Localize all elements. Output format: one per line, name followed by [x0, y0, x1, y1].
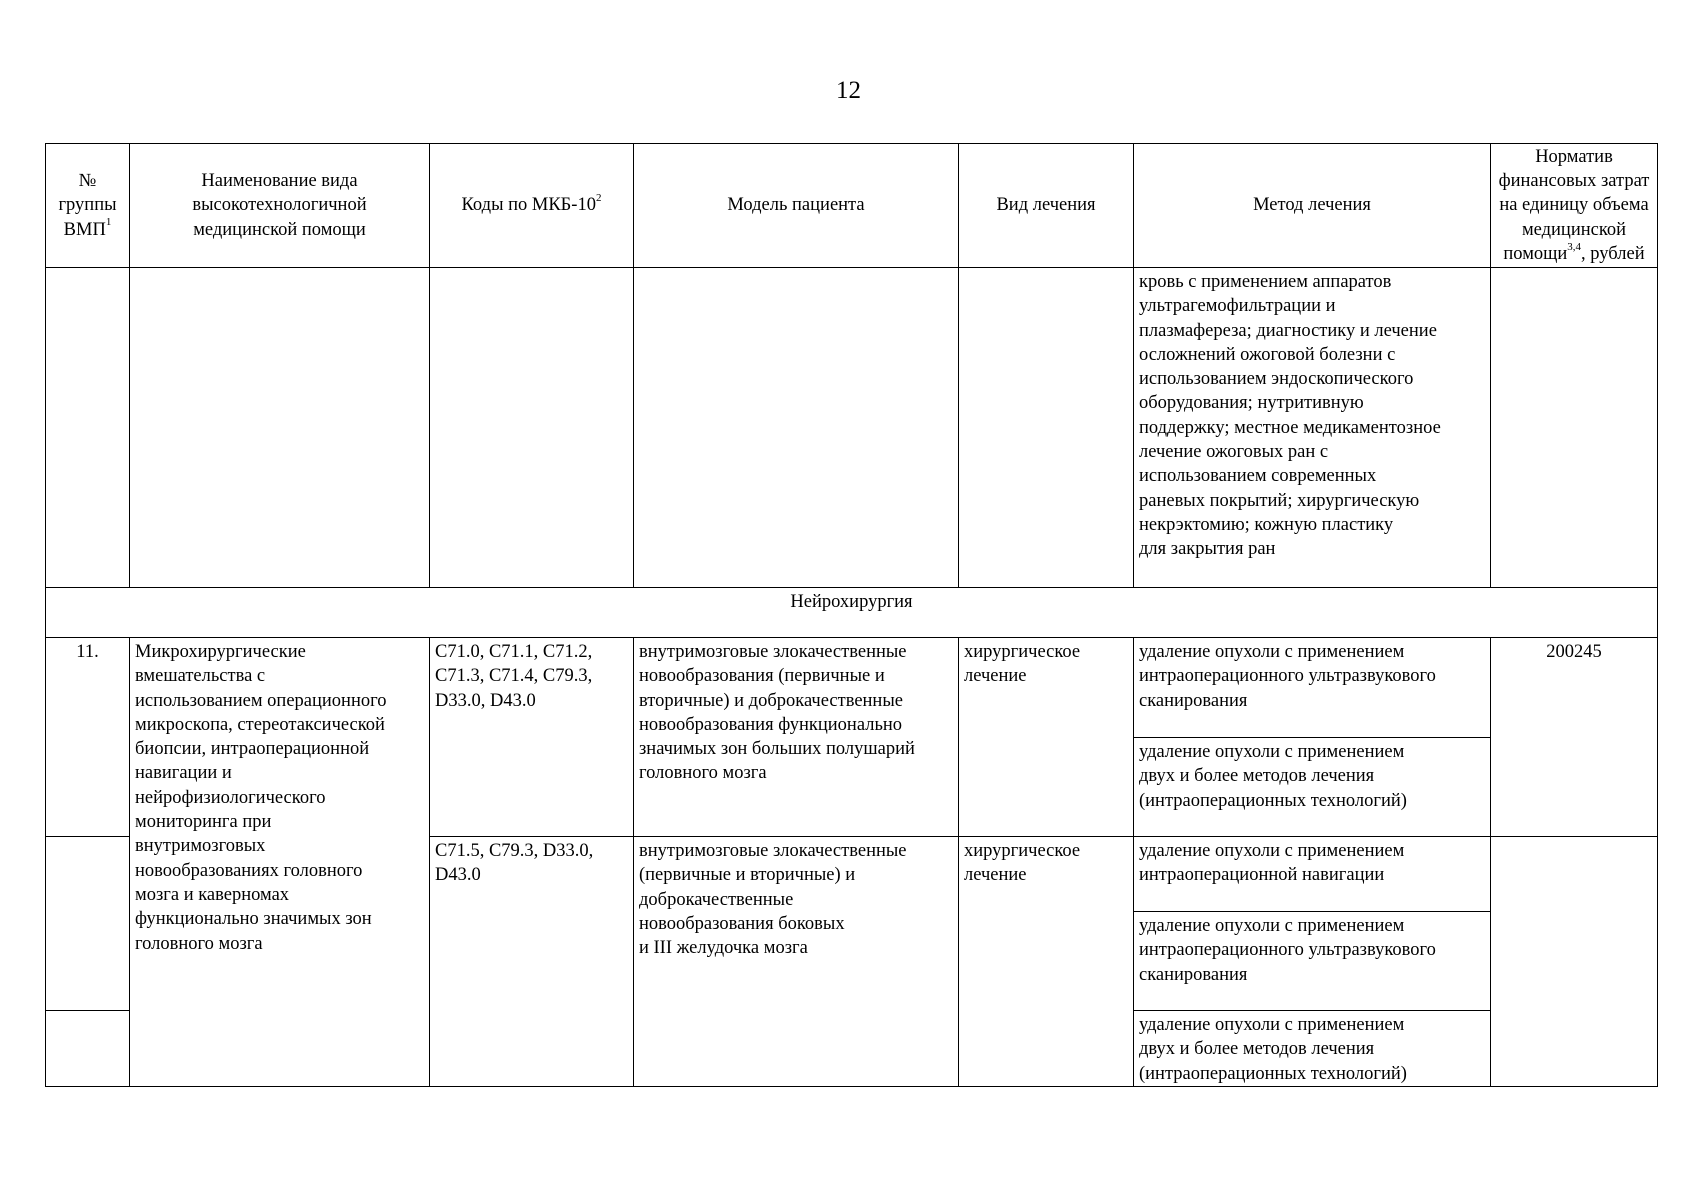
- footnote-marker: 3,4: [1567, 240, 1582, 253]
- icd-codes-line: C71.5, C79.3, D33.0,: [435, 841, 594, 861]
- treatment-type-line: лечение: [964, 865, 1027, 886]
- method-line: использованием современных: [1139, 466, 1377, 487]
- empty-cell: [46, 268, 130, 588]
- group-name-line: мониторинга при: [135, 812, 272, 833]
- icd-codes-line: D33.0, D43.0: [435, 690, 536, 711]
- group-number: 11.: [46, 638, 130, 837]
- treatment-type-cell: [959, 837, 1134, 1087]
- patient-model-line: значимых зон больших полушарий: [639, 739, 915, 760]
- group-name-line: нейрофизиологического: [135, 787, 326, 808]
- group-name-line: навигации и: [135, 763, 232, 784]
- group-name-line: использованием операционного: [135, 690, 387, 711]
- continuation-method-cell: [1134, 268, 1491, 588]
- treatment-method-cell: [1134, 912, 1491, 1011]
- header-row: [46, 144, 1658, 268]
- header-cost: [1491, 144, 1658, 268]
- header-treatment-type: Вид лечения: [959, 144, 1134, 268]
- header-name: [130, 144, 430, 268]
- patient-model-line: доброкачественные: [639, 889, 794, 910]
- patient-model-line: новообразования функционально: [639, 714, 903, 735]
- header-codes: [430, 144, 634, 268]
- patient-model-line: вторичные) и доброкачественные: [639, 690, 903, 711]
- method-line: раневых покрытий; хирургическую: [1139, 490, 1420, 511]
- patient-model-line: и III желудочка мозга: [639, 938, 808, 959]
- header-model: Модель пациента: [634, 144, 959, 268]
- method-line: осложнений ожоговой болезни с: [1139, 344, 1396, 365]
- icd-codes-line: D43.0: [435, 865, 481, 886]
- header-cost-line: , рублей: [1581, 243, 1645, 264]
- icd-codes-line: C71.3, C71.4, C79.3,: [435, 666, 593, 687]
- empty-cell: [1491, 268, 1658, 588]
- treatment-method-line: удаление опухоли с применением: [1139, 1015, 1405, 1035]
- header-cost-line: помощи: [1503, 243, 1568, 264]
- group-name-line: микроскопа, стереотаксической: [135, 714, 385, 735]
- footnote-marker: 2: [595, 192, 602, 205]
- empty-cell: [430, 268, 634, 588]
- treatment-method-line: интраоперационного ультразвукового: [1139, 666, 1436, 687]
- treatment-method-line: удаление опухоли с применением: [1139, 642, 1405, 662]
- header-cost-line: на единицу объема: [1499, 195, 1649, 216]
- table-row: [46, 638, 1658, 738]
- patient-model-line: головного мозга: [639, 763, 767, 784]
- header-group-line: ВМП: [63, 219, 106, 240]
- group-name-line: Микрохирургические: [135, 642, 306, 662]
- header-name-line: медицинской помощи: [193, 219, 366, 240]
- vmp-table: [45, 143, 1658, 1087]
- patient-model-cell: [634, 837, 959, 1087]
- header-codes-label: Коды по МКБ-10: [461, 195, 596, 216]
- treatment-method-line: двух и более методов лечения: [1139, 1039, 1375, 1060]
- cost-value: 200245: [1491, 638, 1658, 837]
- header-cost-line: медицинской: [1521, 219, 1627, 240]
- method-line: лечение ожоговых ран с: [1139, 442, 1329, 463]
- group-name-line: внутримозговых: [135, 836, 266, 857]
- method-line: некрэктомию; кожную пластику: [1139, 514, 1394, 535]
- treatment-method-line: сканирования: [1139, 964, 1248, 985]
- treatment-method-line: удаление опухоли с применением: [1139, 916, 1405, 936]
- icd-codes-line: C71.0, C71.1, C71.2,: [435, 642, 593, 662]
- treatment-method-cell: [1134, 738, 1491, 837]
- patient-model-line: внутримозговые злокачественные: [639, 642, 907, 662]
- treatment-method-line: (интраоперационных технологий): [1139, 790, 1407, 811]
- group-name-cell: [130, 638, 430, 1087]
- patient-model-line: новообразования боковых: [639, 913, 845, 934]
- treatment-method-line: интраоперационной навигации: [1139, 865, 1385, 886]
- footnote-marker: 1: [105, 216, 112, 229]
- treatment-type-line: лечение: [964, 666, 1027, 687]
- empty-cell: [46, 837, 130, 1011]
- header-method: Метод лечения: [1134, 144, 1491, 268]
- header-name-line: высокотехнологичной: [192, 195, 367, 216]
- treatment-method-line: (интраоперационных технологий): [1139, 1063, 1407, 1084]
- group-name-line: мозга и каверномах: [135, 884, 290, 905]
- treatment-type-line: хирургическое: [964, 642, 1081, 662]
- empty-cell: [1491, 837, 1658, 1087]
- patient-model-cell: [634, 638, 959, 837]
- header-cost-line: Норматив: [1535, 146, 1613, 167]
- empty-cell: [959, 268, 1134, 588]
- continuation-row: [46, 268, 1658, 588]
- header-name-line: Наименование вида: [201, 171, 358, 192]
- section-row: [46, 588, 1658, 638]
- treatment-method-line: интраоперационного ультразвукового: [1139, 940, 1436, 961]
- treatment-method-line: сканирования: [1139, 690, 1248, 711]
- method-line: кровь с применением аппаратов: [1139, 272, 1392, 292]
- patient-model-line: новообразования (первичные и: [639, 666, 885, 687]
- empty-cell: [130, 268, 430, 588]
- icd-codes-cell: [430, 638, 634, 837]
- group-name-line: вмешательства с: [135, 666, 266, 687]
- header-cost-line: финансовых затрат: [1498, 171, 1650, 192]
- section-title: Нейрохирургия: [46, 588, 1658, 638]
- header-group-line: №: [78, 171, 97, 192]
- treatment-method-line: удаление опухоли с применением: [1139, 841, 1405, 861]
- patient-model-line: (первичные и вторичные) и: [639, 865, 856, 886]
- method-line: плазмафереза; диагностику и лечение: [1139, 320, 1437, 341]
- group-name-line: новообразованиях головного: [135, 860, 363, 881]
- treatment-method-cell: [1134, 638, 1491, 738]
- group-name-line: биопсии, интраоперационной: [135, 739, 370, 760]
- group-name-line: головного мозга: [135, 933, 263, 954]
- empty-cell: [634, 268, 959, 588]
- method-line: использованием эндоскопического: [1139, 369, 1414, 390]
- method-line: ультрагемофильтрации и: [1139, 296, 1336, 317]
- treatment-method-line: удаление опухоли с применением: [1139, 742, 1405, 762]
- treatment-method-cell: [1134, 1011, 1491, 1087]
- treatment-method-line: двух и более методов лечения: [1139, 766, 1375, 787]
- patient-model-line: внутримозговые злокачественные: [639, 841, 907, 861]
- method-line: поддержку; местное медикаментозное: [1139, 417, 1441, 438]
- treatment-method-cell: [1134, 837, 1491, 912]
- treatment-type-line: хирургическое: [964, 841, 1081, 861]
- group-name-line: функционально значимых зон: [135, 909, 372, 930]
- icd-codes-cell: [430, 837, 634, 1087]
- treatment-type-cell: [959, 638, 1134, 837]
- empty-cell: [46, 1011, 130, 1087]
- method-line: оборудования; нутритивную: [1139, 393, 1364, 414]
- header-group: [46, 144, 130, 268]
- page-number: 12: [836, 77, 861, 104]
- header-group-line: группы: [58, 195, 117, 216]
- method-line: для закрытия ран: [1139, 539, 1276, 560]
